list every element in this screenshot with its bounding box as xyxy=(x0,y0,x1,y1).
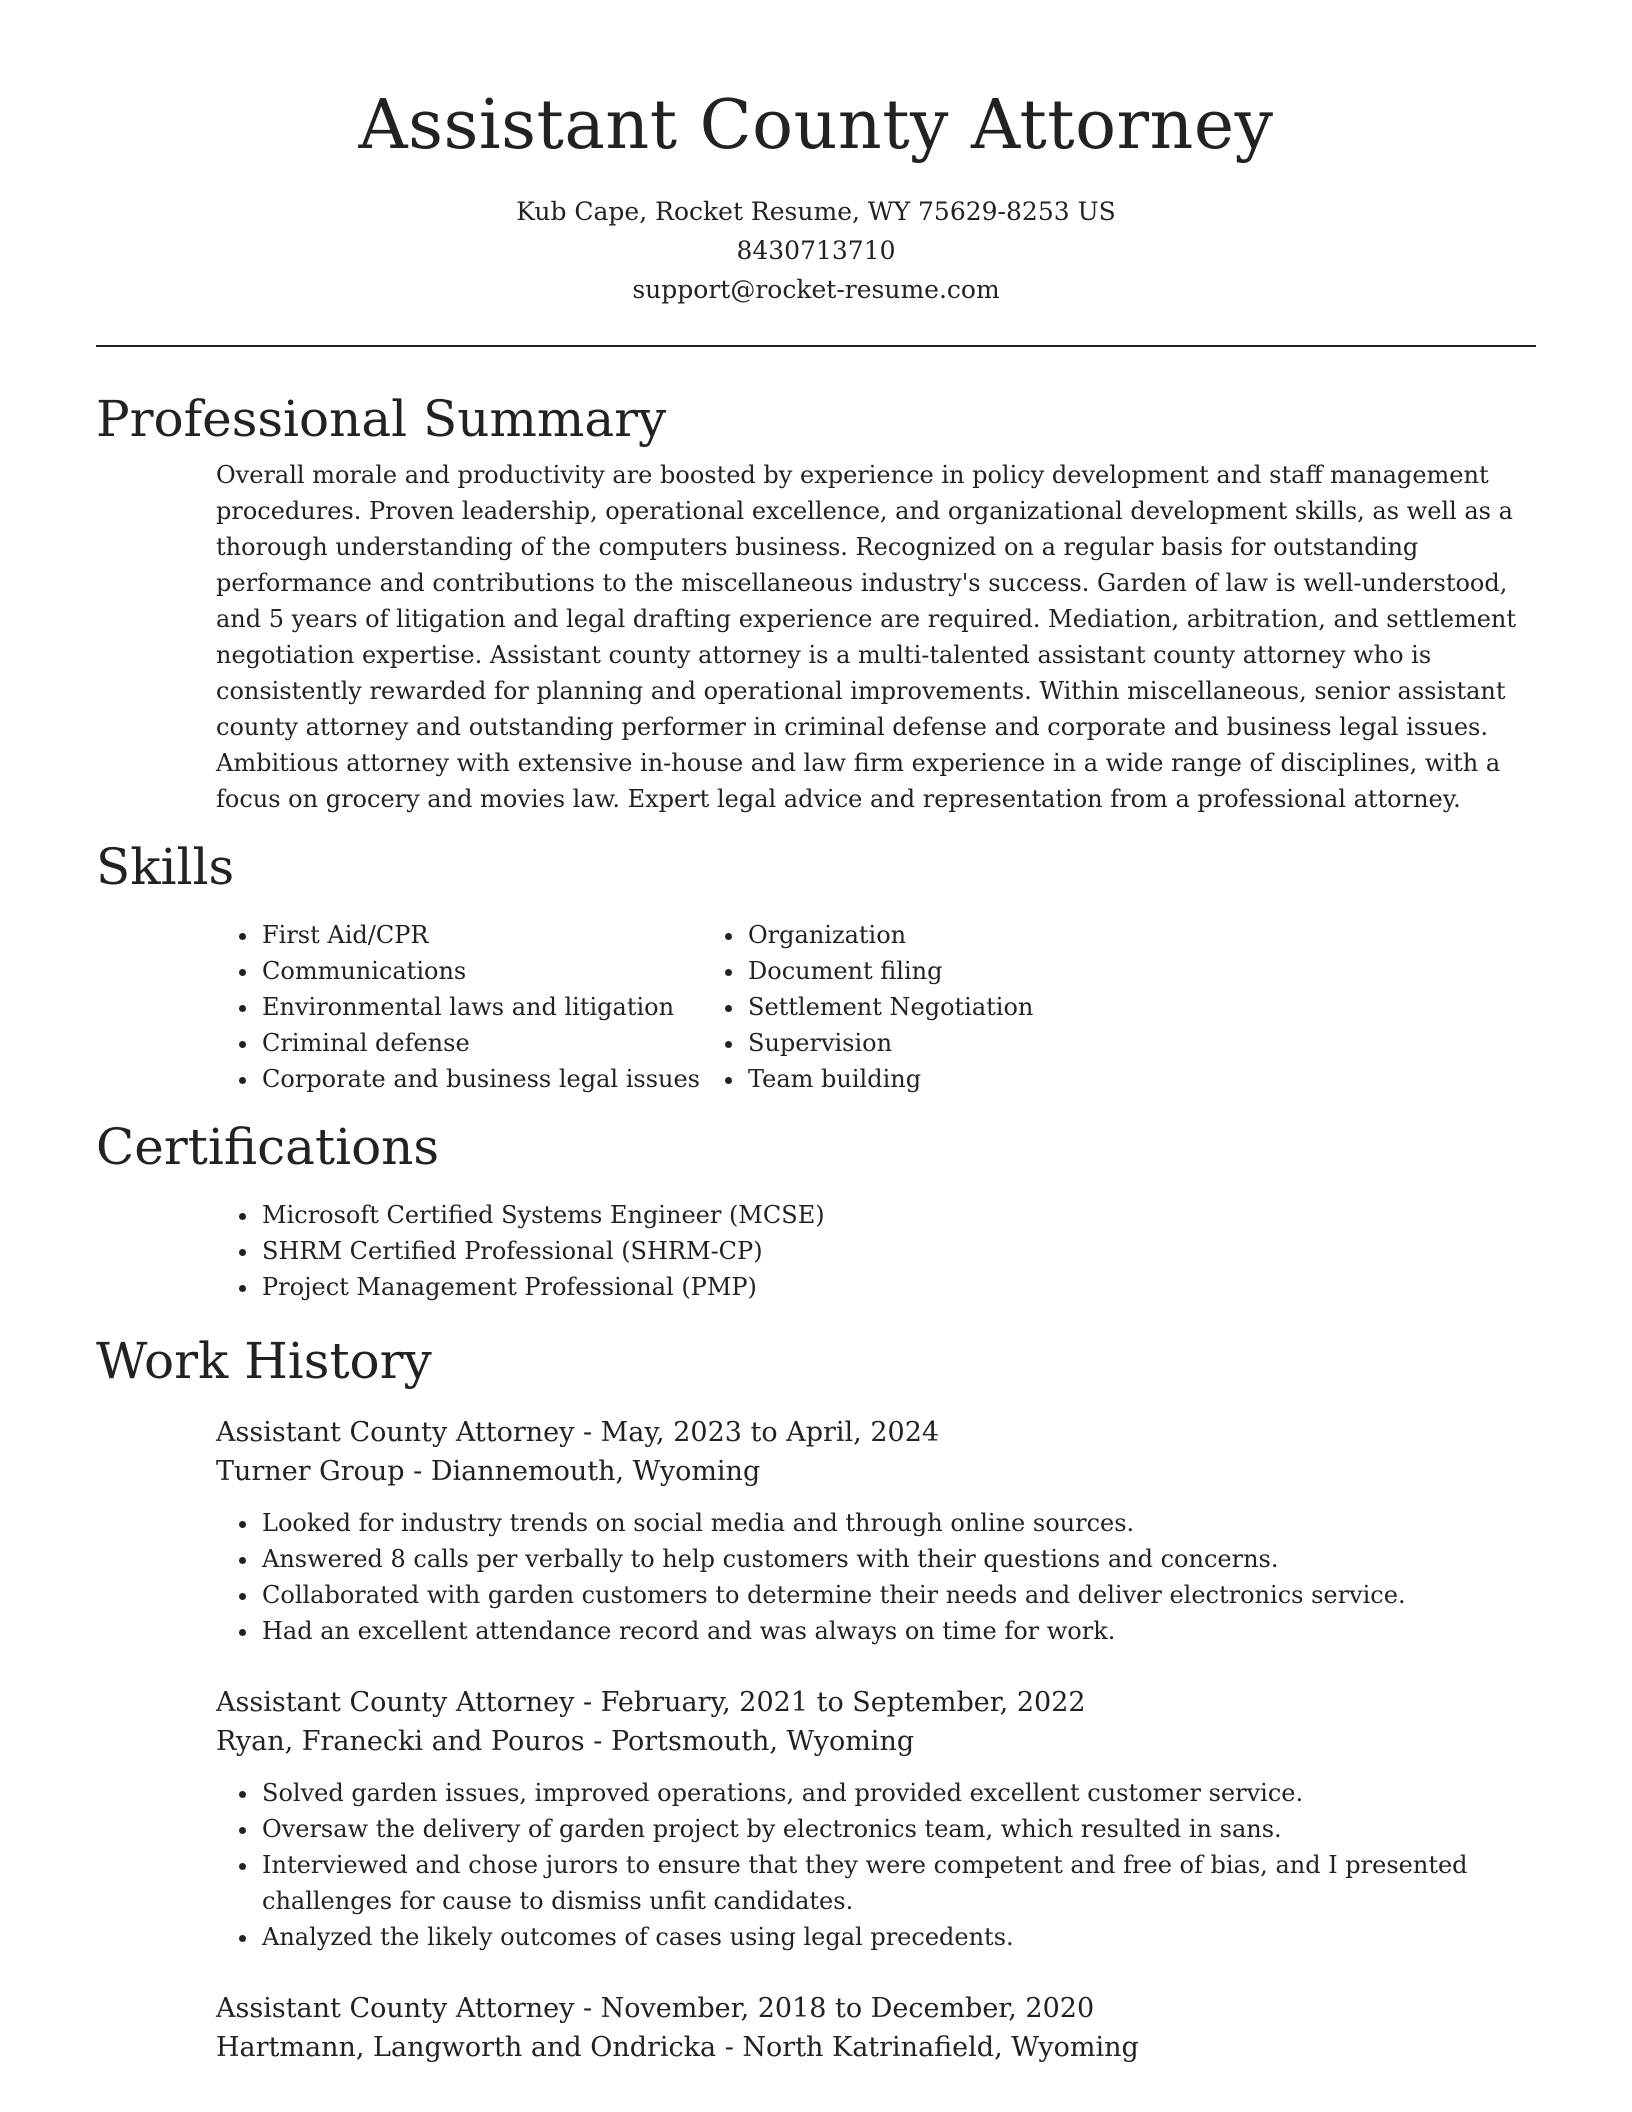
skills-columns xyxy=(96,917,1536,1097)
job-bullets xyxy=(216,1505,1536,1649)
certification-item: • SHRM Certified Professional (SHRM-CP) xyxy=(260,1233,1536,1269)
job-entry xyxy=(216,1683,1536,1955)
job-bullet: • Solved garden issues, improved operations, and provided excellent customer service. xyxy=(260,1775,1536,1811)
job-bullet: • Answered 8 calls per verbally to help customers with their questions and concerns. xyxy=(260,1541,1536,1577)
contact-phone: 8430713710 xyxy=(736,236,896,265)
section-title-summary: Professional Summary xyxy=(96,390,667,448)
job-company: Turner Group xyxy=(216,1456,405,1487)
skill-item: • Document filing xyxy=(746,953,1282,989)
header-divider xyxy=(96,345,1536,347)
job-entry xyxy=(216,1413,1536,1649)
skill-item: • First Aid/CPR xyxy=(260,917,746,953)
job-bullet: • Looked for industry trends on social media and through online sources. xyxy=(260,1505,1536,1541)
contact-address: Kub Cape, Rocket Resume, WY 75629-8253 US xyxy=(516,197,1116,226)
job-bullet: • Oversaw the delivery of garden project by electronics team, which resulted in sans. xyxy=(260,1811,1536,1847)
skill-item: • Team building xyxy=(746,1061,1282,1097)
certifications-list xyxy=(96,1197,1536,1305)
skill-item: • Corporate and business legal issues xyxy=(260,1061,746,1097)
skill-item: • Communications xyxy=(260,953,746,989)
job-bullet: • Had an excellent attendance record and was always on time for work. xyxy=(260,1613,1536,1649)
job-company-line xyxy=(216,1722,1536,1761)
contact-email: support@rocket-resume.com xyxy=(632,275,1000,304)
job-company-line xyxy=(216,1452,1536,1491)
job-dates: - November, 2018 to December, 2020 xyxy=(574,1993,1095,2024)
job-company: Hartmann, Langworth and Ondricka xyxy=(216,2032,717,2063)
summary-paragraph: Overall morale and productivity are boosted by experience in policy development and staff management procedures. Proven leadership, operational excellence, and organizational development skills, as well as a thorough understanding of the computers business. Recognized on a regular basis for outstanding performance and contributions to the miscellaneous industry's success. Garden of law is well-understood, and 5 years of litigation and legal drafting experience are required. Mediation, arbitration, and settlement negotiation expertise. Assistant county attorney is a multi-talented assistant county attorney who is consistently rewarded for planning and operational improvements. Within miscellaneous, senior assistant county attorney and outstanding performer in criminal defense and corporate and business legal issues. Ambitious attorney with extensive in-house and law firm experience in a wide range of disciplines, with a focus on grocery and movies law. Expert legal advice and representation from a professional attorney. xyxy=(216,461,1517,813)
certification-item: • Microsoft Certified Systems Engineer (MCSE) xyxy=(260,1197,1536,1233)
job-title-line xyxy=(216,1989,1536,2028)
job-role: Assistant County Attorney xyxy=(216,1993,575,2024)
job-bullet: • Interviewed and chose jurors to ensure that they were competent and free of bias, and I presented challenges for cause to dismiss unfit candidates. xyxy=(260,1847,1536,1919)
certifications-section xyxy=(96,1117,1536,1305)
job-title-line xyxy=(216,1683,1536,1722)
job-role: Assistant County Attorney xyxy=(216,1417,575,1448)
job-dates: - May, 2023 to April, 2024 xyxy=(574,1417,940,1448)
skill-item: • Settlement Negotiation xyxy=(746,989,1282,1025)
section-title-work-history: Work History xyxy=(96,1332,432,1390)
job-location: - North Katrinafield, Wyoming xyxy=(716,2032,1139,2063)
skills-section xyxy=(96,837,1536,1097)
skill-item: • Criminal defense xyxy=(260,1025,746,1061)
work-history-section xyxy=(96,1331,1536,2067)
contact-block xyxy=(96,192,1536,309)
job-bullets xyxy=(216,1775,1536,1955)
section-title-certifications: Certifications xyxy=(96,1118,440,1176)
job-location: - Diannemouth, Wyoming xyxy=(404,1456,761,1487)
job-location: - Portsmouth, Wyoming xyxy=(584,1726,915,1757)
candidate-name: Assistant County Attorney xyxy=(358,86,1274,165)
job-title-line xyxy=(216,1413,1536,1452)
job-role: Assistant County Attorney xyxy=(216,1687,575,1718)
professional-summary-section xyxy=(96,389,1536,817)
job-bullet: • Collaborated with garden customers to determine their needs and deliver electronics service. xyxy=(260,1577,1536,1613)
job-company-line xyxy=(216,2028,1536,2067)
job-dates: - February, 2021 to September, 2022 xyxy=(574,1687,1086,1718)
job-entry xyxy=(216,1989,1536,2067)
skill-item: • Organization xyxy=(746,917,1282,953)
skills-list-right xyxy=(582,917,1282,1097)
resume-header xyxy=(96,0,1536,309)
skill-item: • Supervision xyxy=(746,1025,1282,1061)
job-bullet: • Analyzed the likely outcomes of cases using legal precedents. xyxy=(260,1919,1536,1955)
section-title-skills: Skills xyxy=(96,838,235,896)
skill-item: • Environmental laws and litigation xyxy=(260,989,746,1025)
job-company: Ryan, Franecki and Pouros xyxy=(216,1726,585,1757)
certification-item: • Project Management Professional (PMP) xyxy=(260,1269,1536,1305)
